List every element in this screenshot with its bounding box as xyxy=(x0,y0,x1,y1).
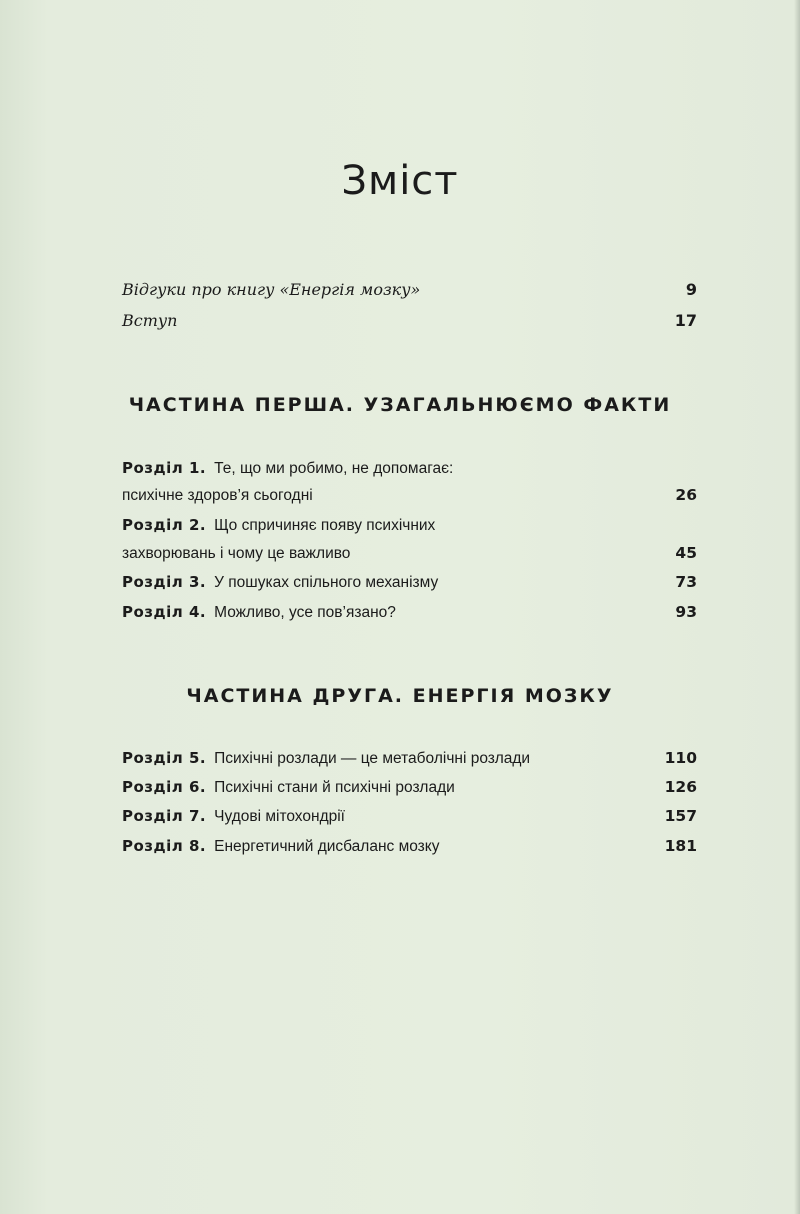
chapter-title: У пошуках спільного механізму xyxy=(214,574,439,591)
toc-chapter-2 xyxy=(122,516,697,535)
chapter-title: Психічні стани й психічні розлади xyxy=(214,779,455,796)
chapter-page: 45 xyxy=(675,544,697,562)
chapter-label: Розділ 1. xyxy=(122,459,207,477)
part-two-title: ЧАСТИНА ДРУГА. ЕНЕРГІЯ МОЗКУ xyxy=(186,685,614,707)
toc-chapter-6 xyxy=(122,778,697,797)
toc-chapter-4 xyxy=(122,603,697,622)
chapter-page: 110 xyxy=(664,749,697,767)
toc-entry-reviews xyxy=(122,280,697,299)
chapter-title: Чудові мітохондрії xyxy=(214,808,345,825)
toc-chapter-3 xyxy=(122,573,697,592)
chapter-label: Розділ 2. xyxy=(122,516,207,534)
toc-chapter-1 xyxy=(122,459,697,478)
toc-entry-page: 9 xyxy=(685,280,697,299)
toc-chapter-1-cont xyxy=(122,486,697,505)
chapter-title: Енергетичний дисбаланс мозку xyxy=(214,838,440,855)
toc-entry-text: Відгуки про книгу «Енергія мозку» xyxy=(122,280,421,299)
chapter-label: Розділ 7. xyxy=(122,807,207,825)
chapter-title: Те, що ми робимо, не допомагає: xyxy=(214,460,454,477)
chapter-label: Розділ 3. xyxy=(122,573,207,591)
toc-chapter-8 xyxy=(122,837,697,856)
chapter-label: Розділ 8. xyxy=(122,837,207,855)
chapter-title-cont: захворювань і чому це важливо xyxy=(122,545,351,562)
toc-chapter-7 xyxy=(122,807,697,826)
chapter-title: Що спричиняє появу психічних xyxy=(214,517,436,534)
chapter-label: Розділ 5. xyxy=(122,749,207,767)
page-title: Зміст xyxy=(341,158,459,204)
part-one-title: ЧАСТИНА ПЕРША. УЗАГАЛЬНЮЄМО ФАКТИ xyxy=(128,394,672,416)
chapter-page: 181 xyxy=(664,837,697,855)
chapter-title: Можливо, усе пов’язано? xyxy=(214,604,396,621)
chapter-label: Розділ 6. xyxy=(122,778,207,796)
chapter-page: 126 xyxy=(664,778,697,796)
toc-chapter-2-cont xyxy=(122,544,697,563)
toc-entry-text: Вступ xyxy=(122,311,178,330)
chapter-title: Психічні розлади — це метаболічні розлади xyxy=(214,750,531,767)
chapter-page: 93 xyxy=(675,603,697,621)
chapter-label: Розділ 4. xyxy=(122,603,207,621)
chapter-title-cont: психічне здоров’я сьогодні xyxy=(122,487,313,504)
toc-entry-page: 17 xyxy=(674,311,697,330)
chapter-page: 157 xyxy=(664,807,697,825)
toc-entry-intro xyxy=(122,311,697,330)
chapter-page: 26 xyxy=(675,486,697,504)
chapter-page: 73 xyxy=(675,573,697,591)
toc-chapter-5 xyxy=(122,749,697,768)
